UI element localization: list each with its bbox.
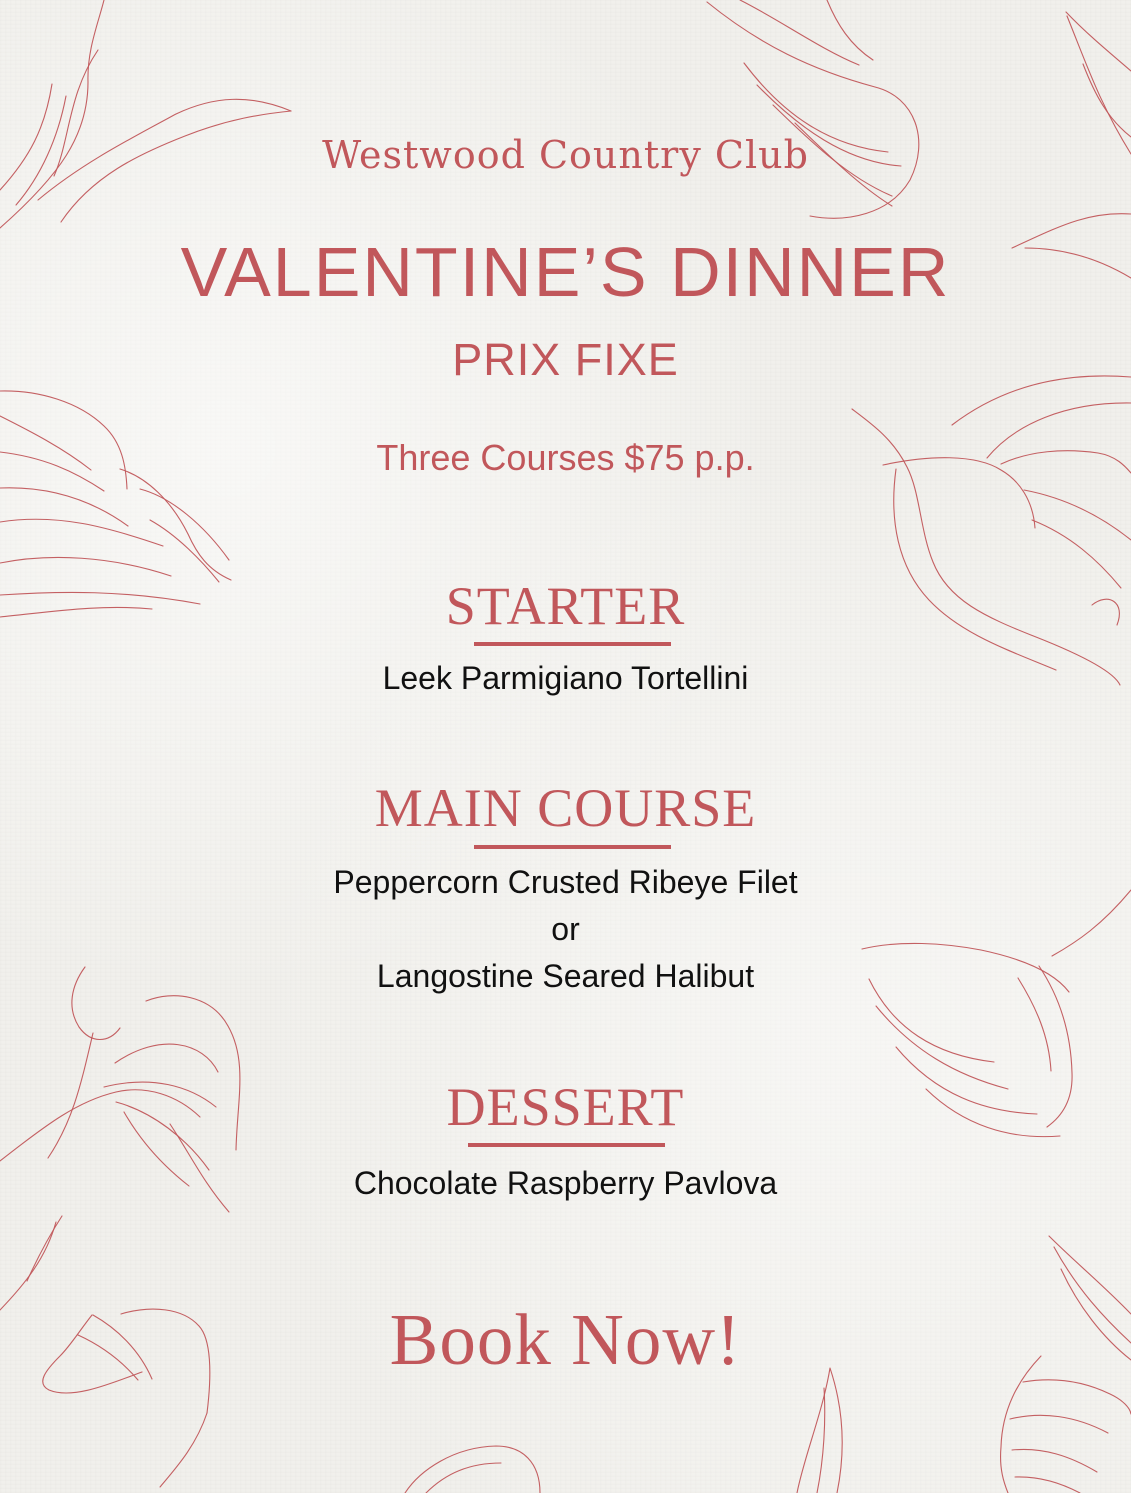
- section-heading-starter: STARTER: [445, 576, 686, 636]
- price-line: Three Courses $75 p.p.: [376, 437, 755, 478]
- menu-item-main-course-1: Peppercorn Crusted Ribeye Filet: [333, 864, 798, 900]
- menu-item-starter-1: Leek Parmigiano Tortellini: [382, 660, 749, 696]
- section-divider-starter: [474, 642, 671, 646]
- section-heading-main-course: MAIN COURSE: [374, 778, 757, 838]
- event-title: VALENTINE’S DINNER: [180, 233, 951, 311]
- section-divider-main-course: [474, 845, 671, 849]
- section-divider-dessert: [468, 1143, 665, 1147]
- menu-item-main-course-or: or: [551, 911, 580, 947]
- club-name: Westwood Country Club: [322, 133, 809, 177]
- book-now-cta[interactable]: Book Now!: [389, 1299, 742, 1380]
- event-subtitle: PRIX FIXE: [452, 334, 679, 385]
- menu-item-main-course-2: Langostine Seared Halibut: [376, 958, 755, 994]
- menu-item-dessert-1: Chocolate Raspberry Pavlova: [353, 1165, 778, 1201]
- section-heading-dessert: DESSERT: [446, 1077, 685, 1137]
